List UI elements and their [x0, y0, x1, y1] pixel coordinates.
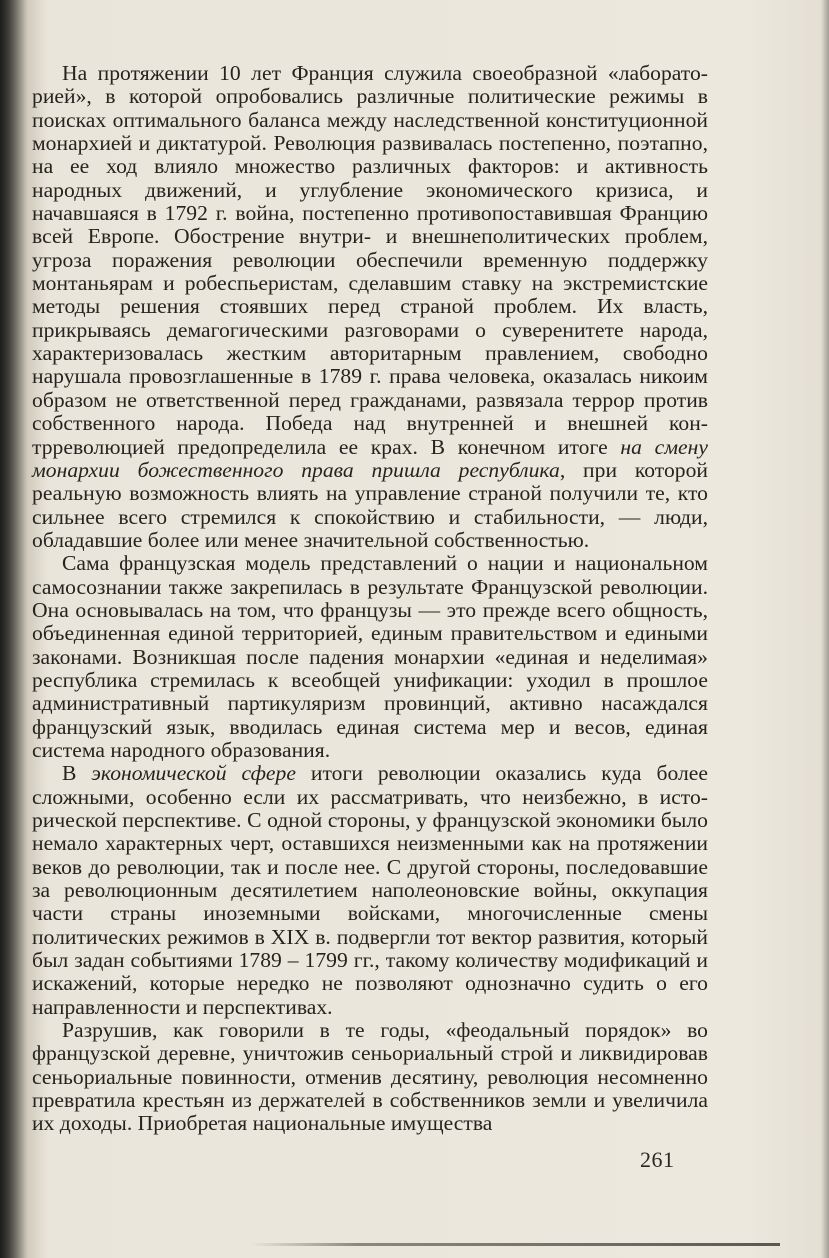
italic-emphasis: на смену монархии божественного права пришла республика — [32, 434, 708, 482]
paragraph-feudal-order — [32, 1019, 708, 1136]
text-segment: Сама французская модель представлений о нации и национальном самосознании также закрепилась в результате Французской революции. Она основывалась на том, что французы — это прежде всего общность, объединенная единой территорией, единым правительством и едиными законами. Возникшая после падения монархии «единая и неделимая» республика стремилась к всеобщей унификации: уходил в прошлое административный партикуляризм провинций, активно насаждался французский язык, вводилась единая система мер и весов, единая система народного образования. — [32, 551, 708, 762]
paragraph-national-model — [32, 552, 708, 762]
text-segment: Разрушив, как говорили в те годы, «феодальный порядок» во французской деревне, уничтожив сеньориальный строй и ликвидировав сеньориальные повинности, отменив десятину, революция несомненно превратила крестьян из держателей в собственников земли и увеличила их доходы. Приобретая национальные имущества — [32, 1018, 708, 1136]
page-number: 261 — [640, 1147, 675, 1172]
bottom-edge-mark — [250, 1243, 780, 1246]
text-segment: На протяжении 10 лет Франция служила своеобразной «лабораторией», в которой опробовались различные политические режимы в поисках оптимального баланса между наследственной конституционной монархией и диктатурой. Революция развивалась постепенно, поэтапно, на ее ход влияло множество различных факторов: и активность народных движений, и углубление экономического кризиса, и начавшаяся в 1792 г. война, постепенно противопоставившая Францию всей Европе. Обострение внутри- и внешнеполитических проблем, угроза поражения революции обеспечили временную поддержку монтаньярам и робеспьеристам, сделавшим ставку на экстремистские методы решения стоявших перед страной проблем. Их власть, прикрываясь демагогическими разговорами о суверенитете народа, характеризовалась жестким авторитарным правлением, свободно нарушала провозглашенные в 1789 г. права человека, оказалась никоим образом не ответственной перед гражданами, развязала террор против собственного народа. Победа над внутренней и внешней контрреволюцией предопределила ее крах. В конечном итоге — [32, 61, 708, 459]
body-text — [32, 62, 708, 1136]
text-segment: , при которой реальную возможность влиять на управление страной получили те, кто сильнее всего стремился к спокойствию и стабильности, — люди, обладавшие более или менее значительной собственностью. — [32, 457, 708, 552]
text-segment: итоги революции оказались куда более сложными, особенно если их рассматривать, что неизбежно, в исторической перспективе. С одной стороны, у французской экономики было немало характерных черт, оставшихся неизменными как на протяжении веков до революции, так и после нее. С другой стороны, последовавшие за революционным десятилетием наполеоновские войны, оккупация части страны иноземными войсками, многочисленные смены политических режимов в XIX в. подвергли тот вектор развития, который был задан событиями 1789 – 1799 гг., такому количеству модификаций и искажений, которые нередко не позволяют однозначно судить о его направленности и перспективах. — [32, 761, 709, 1019]
italic-emphasis: экономической сфере — [91, 761, 296, 786]
page-edge-shadow — [821, 0, 829, 1258]
text-segment: В — [62, 761, 92, 786]
paragraph-revolution-laboratory — [32, 62, 708, 552]
paragraph-economic-sphere — [32, 762, 708, 1019]
book-gutter-shadow — [0, 0, 28, 1258]
